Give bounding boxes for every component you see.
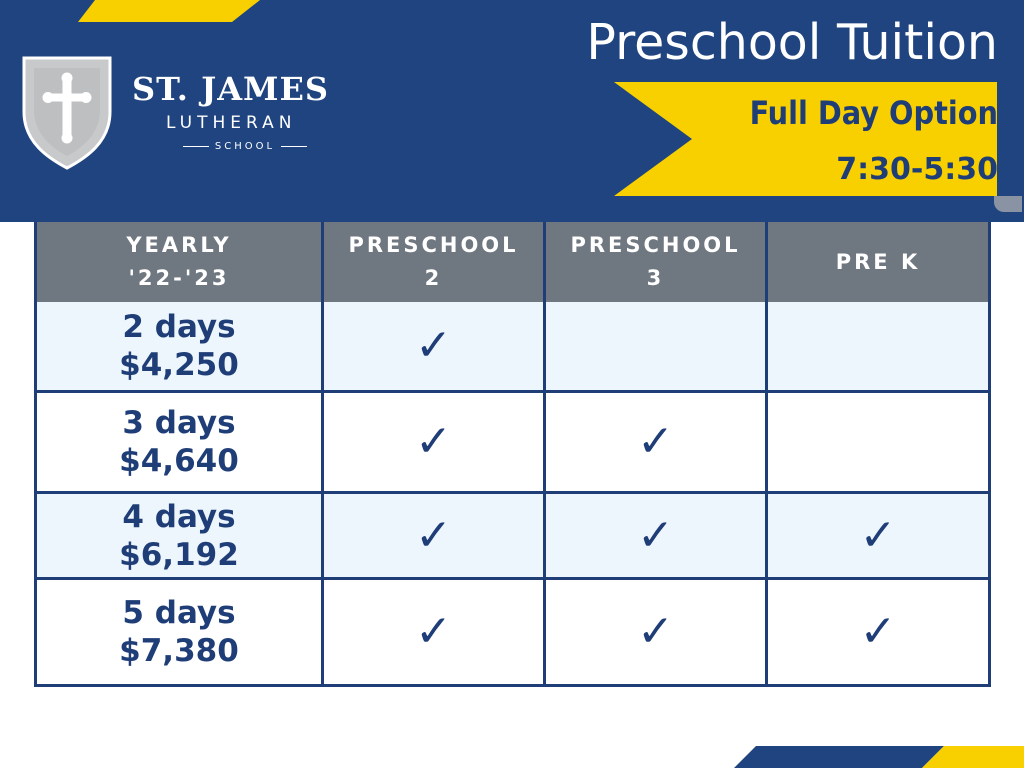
cell-preschool-3 [546, 580, 768, 687]
cell-pre-k [768, 580, 991, 687]
divider-left [183, 146, 209, 147]
plan-cell [34, 393, 324, 494]
header-cell-preschool-3 [546, 222, 768, 302]
checkmark-icon: ✓ [637, 606, 674, 657]
plan-price: $6,192 [119, 536, 239, 573]
checkmark-icon: ✓ [637, 416, 674, 467]
plan-days: 5 days [122, 595, 236, 631]
table-row [34, 393, 991, 494]
plan-days: 3 days [122, 405, 236, 441]
tuition-table [34, 222, 991, 687]
plan-days: 4 days [122, 498, 236, 535]
table-header-row [34, 222, 991, 302]
plan-price: $4,640 [119, 443, 239, 479]
plan-cell [34, 302, 324, 393]
brand-name: ST. JAMES [132, 70, 329, 108]
brand-subtitle: LUTHERAN [166, 113, 297, 133]
cell-pre-k [768, 494, 991, 580]
banner-fold-shadow [994, 196, 1022, 212]
table-row [34, 494, 991, 580]
cell-pre-k [768, 302, 991, 393]
school-shield-logo-icon [20, 54, 114, 170]
header-cell-yearly [34, 222, 324, 302]
plan-info [119, 404, 239, 480]
banner-option-label: Full Day Option [749, 94, 998, 132]
plan-price: $4,250 [119, 347, 239, 383]
cell-preschool-3 [546, 393, 768, 494]
header-label: PRESCHOOL 3 [570, 233, 741, 290]
cell-pre-k [768, 393, 991, 494]
plan-days: 2 days [122, 309, 236, 345]
page-title: Preschool Tuition [586, 14, 998, 71]
header-label: YEARLY '22-'23 [126, 233, 232, 290]
plan-cell [34, 580, 324, 687]
plan-info [119, 308, 239, 384]
header-cell-preschool-2 [324, 222, 546, 302]
cell-preschool-3 [546, 494, 768, 580]
checkmark-icon: ✓ [415, 416, 452, 467]
checkmark-icon: ✓ [859, 509, 897, 561]
checkmark-icon: ✓ [415, 509, 452, 561]
table-row [34, 580, 991, 687]
header-label: PRESCHOOL 2 [348, 233, 519, 290]
bottom-accent-stripe [734, 746, 1024, 768]
header-cell-pre-k [768, 222, 991, 302]
table-row [34, 302, 991, 393]
plan-price: $7,380 [119, 633, 239, 669]
cell-preschool-2 [324, 393, 546, 494]
cell-preschool-2 [324, 494, 546, 580]
checkmark-icon: ✓ [415, 320, 452, 371]
brand-school-row [180, 139, 310, 153]
checkmark-icon: ✓ [415, 606, 452, 657]
plan-info [119, 498, 239, 574]
plan-cell [34, 494, 324, 580]
cell-preschool-2 [324, 302, 546, 393]
divider-right [281, 146, 307, 147]
cell-preschool-3 [546, 302, 768, 393]
table-body [34, 302, 991, 687]
checkmark-icon: ✓ [637, 509, 674, 561]
brand-school: SCHOOL [214, 140, 276, 152]
plan-info [119, 594, 239, 670]
checkmark-icon: ✓ [859, 606, 897, 657]
cell-preschool-2 [324, 580, 546, 687]
header-label: PRE K [835, 249, 921, 274]
banner-hours: 7:30-5:30 [836, 152, 998, 187]
